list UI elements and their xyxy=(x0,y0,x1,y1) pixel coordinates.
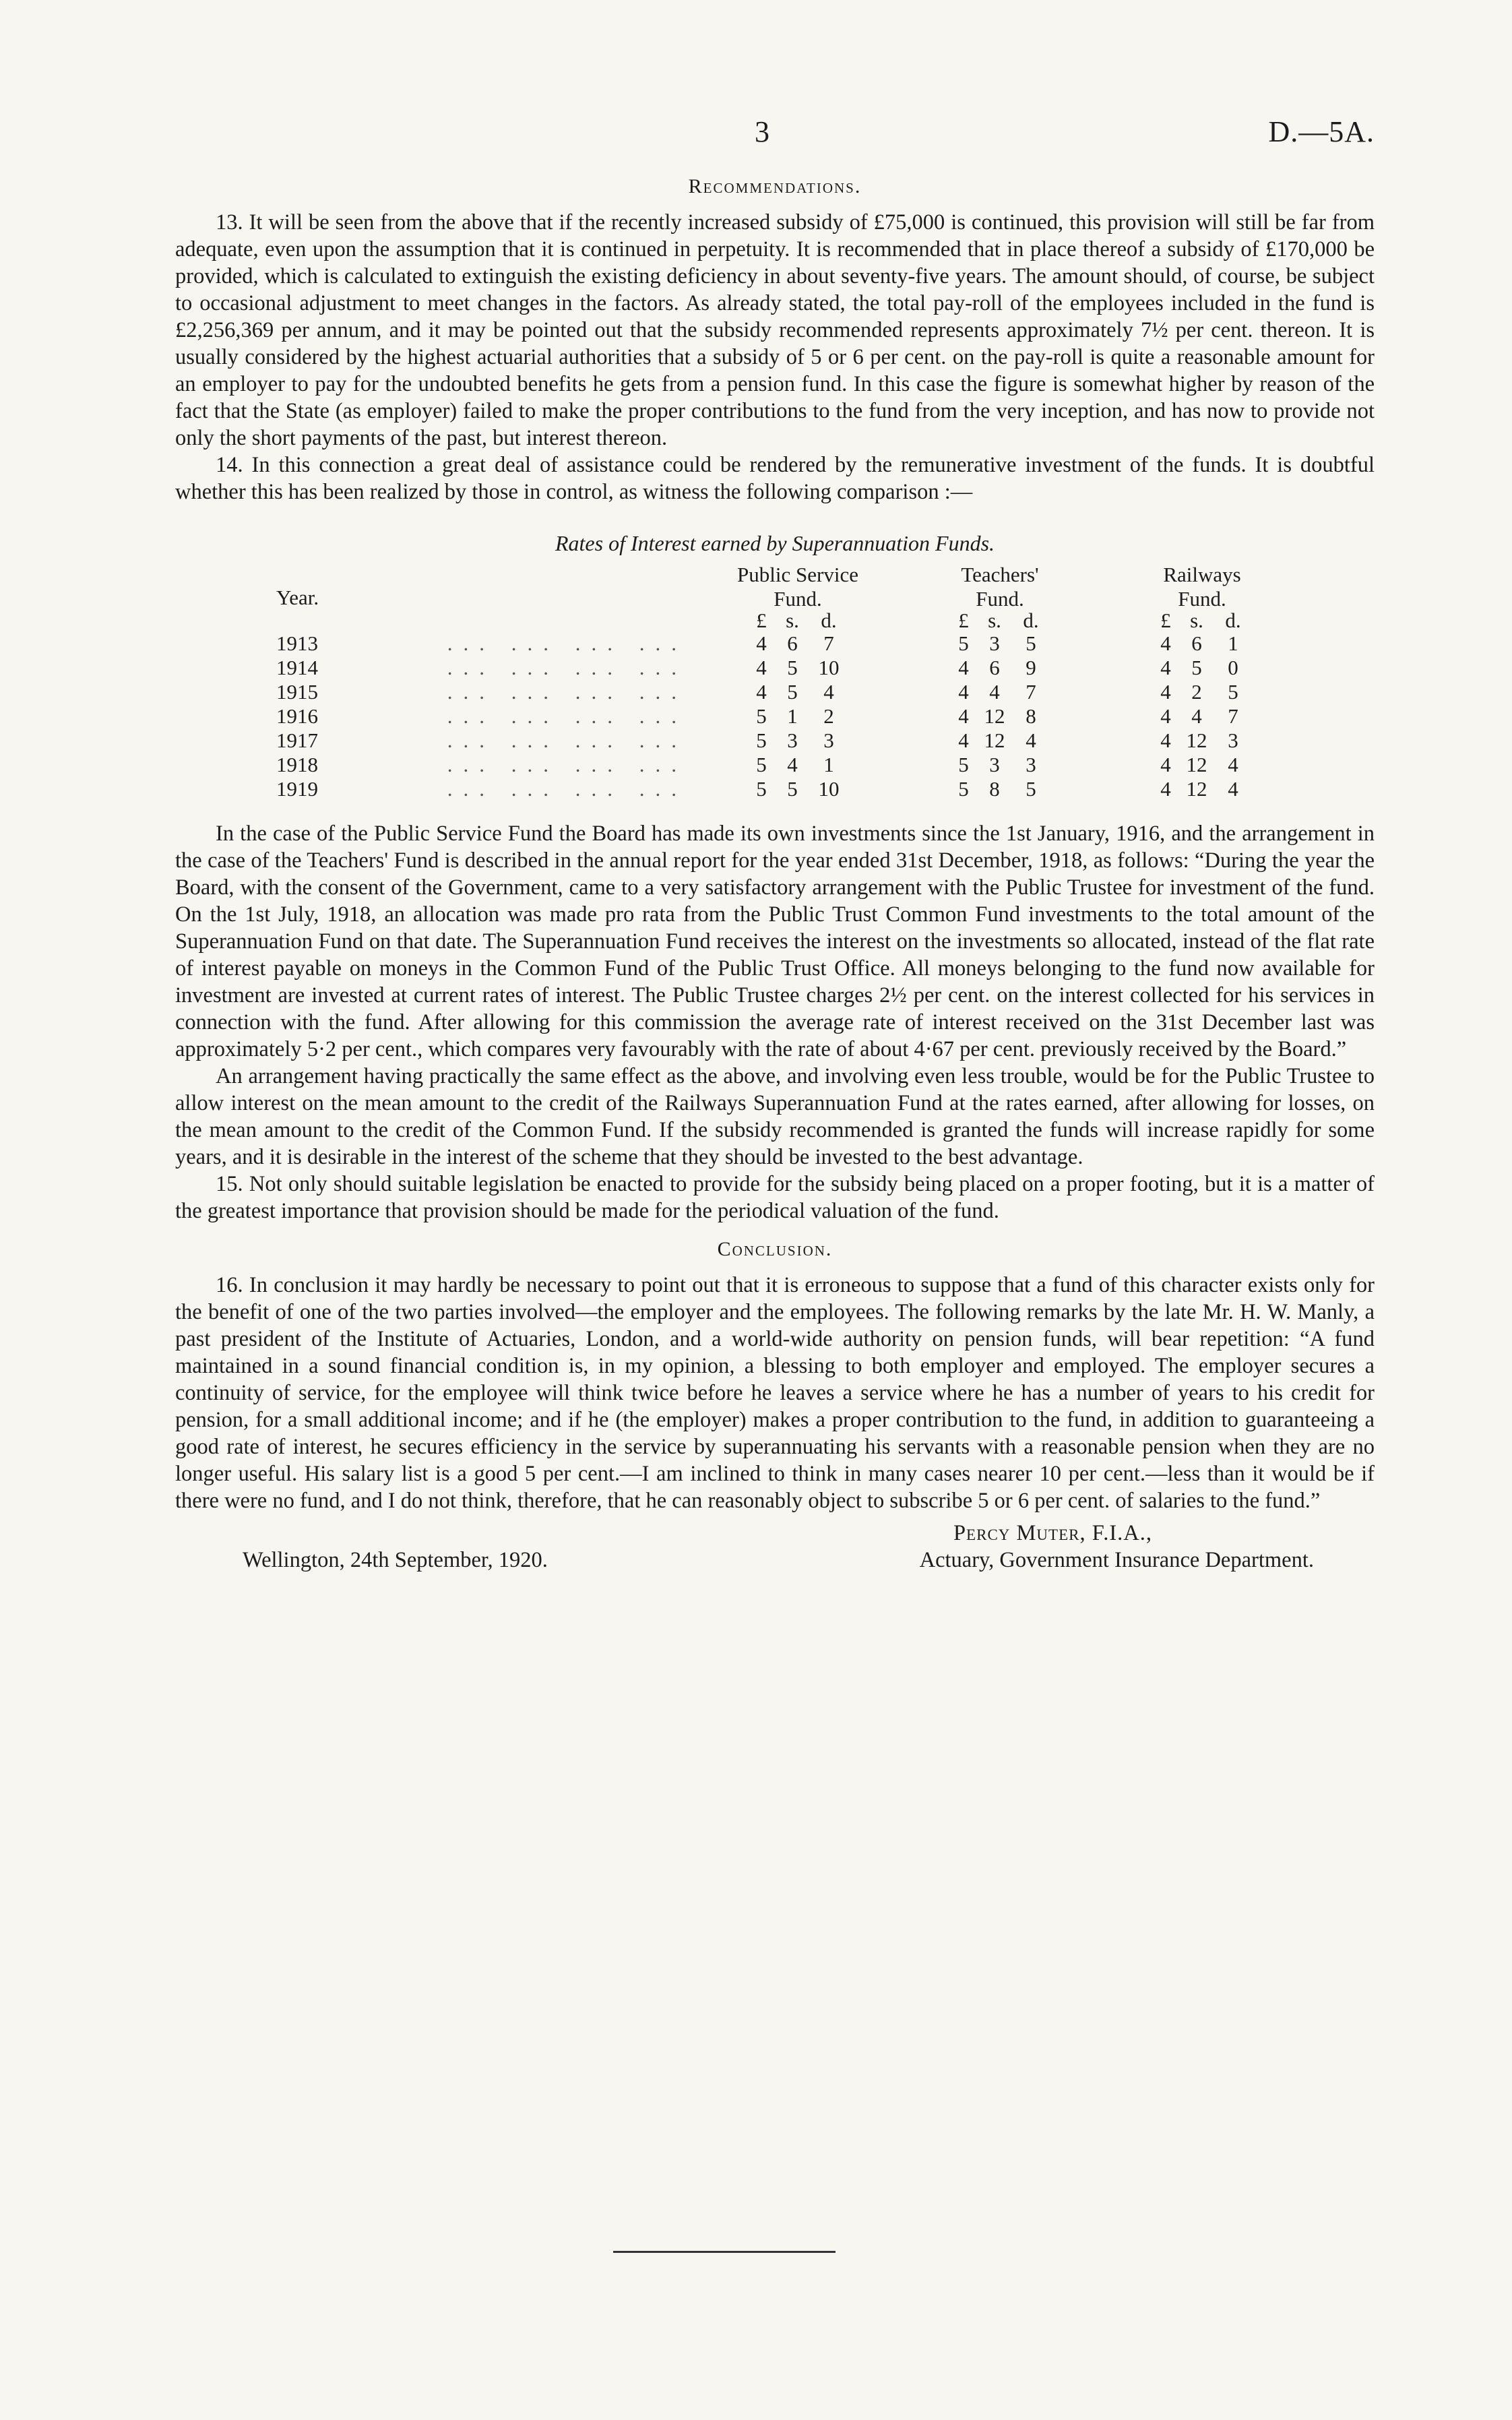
table-row xyxy=(276,777,1303,801)
public-fund-rate-cell xyxy=(697,680,899,704)
railways-shillings: 5 xyxy=(1191,656,1202,679)
closing-rule xyxy=(613,2251,836,2253)
railways-pence: 4 xyxy=(1228,753,1238,776)
year-cell: 1914 xyxy=(276,656,318,679)
page-header xyxy=(175,115,1375,162)
teachers-fund-rate-cell xyxy=(899,631,1101,656)
public-pounds: 4 xyxy=(756,631,767,655)
railways-fund-rate-cell xyxy=(1101,631,1303,656)
railways-pence: 3 xyxy=(1228,728,1238,752)
page-number: 3 xyxy=(755,115,769,148)
teachers-pence: 9 xyxy=(1026,656,1036,679)
table-row xyxy=(276,728,1303,753)
public-pounds: 5 xyxy=(756,704,767,728)
public-shillings: 5 xyxy=(787,680,798,704)
table-row xyxy=(276,656,1303,680)
unit-shillings: s. xyxy=(988,609,1001,632)
leader-dots: ... ... ... ... xyxy=(447,777,687,801)
unit-shillings: s. xyxy=(1190,609,1203,632)
railways-fund-rate-cell xyxy=(1101,753,1303,777)
public-fund-header-line1: Public Service xyxy=(737,563,858,586)
teachers-pounds: 5 xyxy=(958,777,969,801)
public-pounds: 4 xyxy=(756,680,767,704)
public-pence: 1 xyxy=(823,753,834,776)
railways-pounds: 4 xyxy=(1160,777,1171,801)
unit-pence: d. xyxy=(1225,609,1241,632)
teachers-shillings: 3 xyxy=(989,631,1000,655)
leader-dots: ... ... ... ... xyxy=(447,631,687,655)
public-pence: 7 xyxy=(823,631,834,655)
leader-dots: ... ... ... ... xyxy=(447,656,687,679)
public-fund-rate-cell xyxy=(697,728,899,753)
railways-pence: 4 xyxy=(1228,777,1238,801)
public-pounds: 4 xyxy=(756,656,767,679)
leader-dots: ... ... ... ... xyxy=(447,680,687,704)
railways-fund-header-line2: Fund. xyxy=(1178,587,1226,611)
public-fund-rate-cell xyxy=(697,777,899,801)
signer-name: Percy Muter, F.I.A., xyxy=(953,1521,1152,1545)
railways-pence: 5 xyxy=(1228,680,1238,704)
public-fund-rate-cell xyxy=(697,753,899,777)
public-shillings: 4 xyxy=(787,753,798,776)
public-pence: 10 xyxy=(818,656,840,679)
public-shillings: 6 xyxy=(787,631,798,655)
railways-fund-rate-cell xyxy=(1101,704,1303,728)
railways-shillings: 2 xyxy=(1191,680,1202,704)
unit-pence: d. xyxy=(1023,609,1039,632)
leader-dots: ... ... ... ... xyxy=(447,728,687,752)
railways-shillings: 6 xyxy=(1191,631,1202,655)
paragraph-15: 15. Not only should suitable legislation be enacted to provide for the subsidy being placed on a proper footing, but it is a matter of the greatest importance that provision should be made for the periodical valuation of the fund. xyxy=(175,1172,1375,1223)
signer-title: Actuary, Government Insurance Department. xyxy=(919,1548,1314,1572)
teachers-pounds: 4 xyxy=(958,704,969,728)
table-row xyxy=(276,631,1303,656)
railways-pence: 7 xyxy=(1228,704,1238,728)
teachers-shillings: 12 xyxy=(984,704,1005,728)
recommendations-heading: Recommendations. xyxy=(688,175,862,197)
table-units-row xyxy=(276,610,1303,631)
document-page xyxy=(175,115,1375,1575)
table-row xyxy=(276,753,1303,777)
unit-pounds: £ xyxy=(756,609,767,632)
table-header-row-2 xyxy=(276,586,1303,610)
teachers-shillings: 6 xyxy=(989,656,1000,679)
public-fund-rate-cell xyxy=(697,704,899,728)
teachers-pounds: 4 xyxy=(958,728,969,752)
unit-pence: d. xyxy=(821,609,837,632)
railways-fund-rate-cell xyxy=(1101,680,1303,704)
teachers-fund-rate-cell xyxy=(899,704,1101,728)
leader-dots: ... ... ... ... xyxy=(447,704,687,728)
conclusion-heading: Conclusion. xyxy=(717,1238,833,1260)
document-reference: D.—5A. xyxy=(1268,115,1375,148)
teachers-pence: 3 xyxy=(1026,753,1036,776)
teachers-pence: 5 xyxy=(1026,631,1036,655)
railways-shillings: 12 xyxy=(1186,753,1207,776)
railways-pence: 0 xyxy=(1228,656,1238,679)
year-cell: 1918 xyxy=(276,753,318,776)
teachers-pounds: 5 xyxy=(958,631,969,655)
year-cell: 1913 xyxy=(276,631,318,655)
public-pounds: 5 xyxy=(756,728,767,752)
paragraph-14: 14. In this connection a great deal of assistance could be rendered by the remunerative investment of the funds. It is doubtful whether this has been realized by those in control, as witness the following comparison :— xyxy=(175,453,1375,504)
table-header-row-1 xyxy=(276,564,1303,586)
teachers-pence: 8 xyxy=(1026,704,1036,728)
place-and-date: Wellington, 24th September, 1920. xyxy=(243,1548,548,1572)
railways-pounds: 4 xyxy=(1160,704,1171,728)
unit-pounds: £ xyxy=(1160,609,1171,632)
table-title: Rates of Interest earned by Superannuation Funds. xyxy=(555,531,995,555)
teachers-fund-rate-cell xyxy=(899,656,1101,680)
table-body xyxy=(276,631,1303,801)
teachers-shillings: 12 xyxy=(984,728,1005,752)
public-shillings: 5 xyxy=(787,777,798,801)
unit-shillings: s. xyxy=(786,609,799,632)
teachers-pounds: 4 xyxy=(958,680,969,704)
paragraph-public-service-fund: In the case of the Public Service Fund the Board has made its own investments since the 1st January, 1916, and the arrangement in the case of the Teachers' Fund is described in the annual report for the year ended 31st December, 1918, as follows: “During the year the Board, with the consent of the Government, came to a very satisfactory arrangement with the Public Trustee for investment of the fund. On the 1st July, 1918, an allocation was made pro rata from the Public Trust Common Fund investments to the total amount of the Superannuation Fund on that date. The Superannuation Fund receives the interest on the investments so allocated, instead of the flat rate of interest payable on moneys in the Common Fund of the Public Trust Office. All moneys belonging to the fund now available for investment are invested at current rates of interest. The Public Trustee charges 2½ per cent. on the interest collected for his services in connection with the fund. After allowing for this commission the average rate of interest received on the 31st December last was approximately 5·2 per cent., which compares very favourably with the rate of about 4·67 per cent. previously received by the Board.” xyxy=(175,821,1375,1061)
paragraph-arrangement: An arrangement having practically the same effect as the above, and involving even less trouble, would be for the Public Trustee to allow interest on the mean amount to the credit of the Railways Superannuation Fund at the rates earned, after allowing for losses, on the mean amount to the credit of the Common Fund. If the subsidy recommended is granted the funds will increase rapidly for some years, and it is desirable in the interest of the scheme that they should be invested to the best advantage. xyxy=(175,1064,1375,1169)
unit-pounds: £ xyxy=(958,609,969,632)
teachers-pence: 7 xyxy=(1026,680,1036,704)
public-pence: 3 xyxy=(823,728,834,752)
paragraph-16: 16. In conclusion it may hardly be necessary to point out that it is erroneous to suppose that a fund of this character exists only for the benefit of one of the two parties involved—the employer and the employees. The following remarks by the late Mr. H. W. Manly, a past president of the Institute of Actuaries, London, and a world-wide authority on pension funds, will bear repetition: “A fund maintained in a sound financial condition is, in my opinion, a blessing to both employer and employed. The employer secures a continuity of service, for the employee will think twice before he leaves a service where he has a number of years to his credit for pension, for a small additional income; and if he (the employer) makes a proper contribution to the fund, in addition to guaranteeing a good rate of interest, he secures efficiency in the service by superannuating his servants with a reasonable pension when they are no longer useful. His salary list is a good 5 per cent.—I am inclined to think in many cases nearer 10 per cent.—less than it would be if there were no fund, and I do not think, therefore, that he can reasonably object to subscribe 5 or 6 per cent. of salaries to the fund.” xyxy=(175,1273,1375,1513)
teachers-pounds: 4 xyxy=(958,656,969,679)
public-fund-rate-cell xyxy=(697,631,899,656)
public-fund-rate-cell xyxy=(697,656,899,680)
teachers-fund-rate-cell xyxy=(899,728,1101,753)
railways-fund-rate-cell xyxy=(1101,777,1303,801)
teachers-fund-rate-cell xyxy=(899,753,1101,777)
railways-pounds: 4 xyxy=(1160,753,1171,776)
teachers-fund-header-line1: Teachers' xyxy=(961,563,1039,586)
public-shillings: 3 xyxy=(787,728,798,752)
railways-fund-header-line1: Railways xyxy=(1163,563,1241,586)
railways-pounds: 4 xyxy=(1160,728,1171,752)
teachers-shillings: 8 xyxy=(989,777,1000,801)
railways-shillings: 4 xyxy=(1191,704,1202,728)
public-pounds: 5 xyxy=(756,777,767,801)
teachers-shillings: 4 xyxy=(989,680,1000,704)
year-cell: 1916 xyxy=(276,704,318,728)
teachers-fund-header-line2: Fund. xyxy=(976,587,1024,611)
public-pounds: 5 xyxy=(756,753,767,776)
teachers-pence: 5 xyxy=(1026,777,1036,801)
year-header: Year. xyxy=(276,586,319,609)
year-cell: 1917 xyxy=(276,728,318,752)
teachers-shillings: 3 xyxy=(989,753,1000,776)
public-shillings: 1 xyxy=(787,704,798,728)
teachers-pounds: 5 xyxy=(958,753,969,776)
paragraph-13: 13. It will be seen from the above that if the recently increased subsidy of £75,000 is continued, this provision will still be far from adequate, even upon the assumption that it is continued in perpetuity. It is recommended that in place thereof a subsidy of £170,000 be provided, which is calculated to extinguish the existing deficiency in about seventy-five years. The amount should, of course, be subject to occasional adjustment to meet changes in the factors. As already stated, the total pay-roll of the employees included in the fund is £2,256,369 per annum, and it may be pointed out that the subsidy recommended represents approximately 7½ per cent. thereon. It is usually considered by the highest actuarial authorities that a subsidy of 5 or 6 per cent. on the pay-roll is quite a reasonable amount for an employer to pay for the undoubted benefits he gets from a pension fund. In this case the figure is somewhat higher by reason of the fact that the State (as employer) failed to make the proper contributions to the fund from the very inception, and has now to provide not only the short payments of the past, but interest thereon. xyxy=(175,210,1375,450)
table-row xyxy=(276,704,1303,728)
railways-pounds: 4 xyxy=(1160,680,1171,704)
leader-dots: ... ... ... ... xyxy=(447,753,687,776)
year-cell: 1919 xyxy=(276,777,318,801)
railways-shillings: 12 xyxy=(1186,777,1207,801)
public-fund-header-line2: Fund. xyxy=(774,587,822,611)
table-row xyxy=(276,680,1303,704)
public-shillings: 5 xyxy=(787,656,798,679)
teachers-pence: 4 xyxy=(1026,728,1036,752)
signature-block xyxy=(175,1521,1375,1575)
railways-pence: 1 xyxy=(1228,631,1238,655)
railways-shillings: 12 xyxy=(1186,728,1207,752)
teachers-fund-rate-cell xyxy=(899,777,1101,801)
public-pence: 4 xyxy=(823,680,834,704)
public-pence: 10 xyxy=(818,777,840,801)
railways-pounds: 4 xyxy=(1160,656,1171,679)
interest-rates-table xyxy=(276,564,1303,801)
railways-fund-rate-cell xyxy=(1101,728,1303,753)
railways-fund-rate-cell xyxy=(1101,656,1303,680)
teachers-fund-rate-cell xyxy=(899,680,1101,704)
railways-pounds: 4 xyxy=(1160,631,1171,655)
year-cell: 1915 xyxy=(276,680,318,704)
public-pence: 2 xyxy=(823,704,834,728)
